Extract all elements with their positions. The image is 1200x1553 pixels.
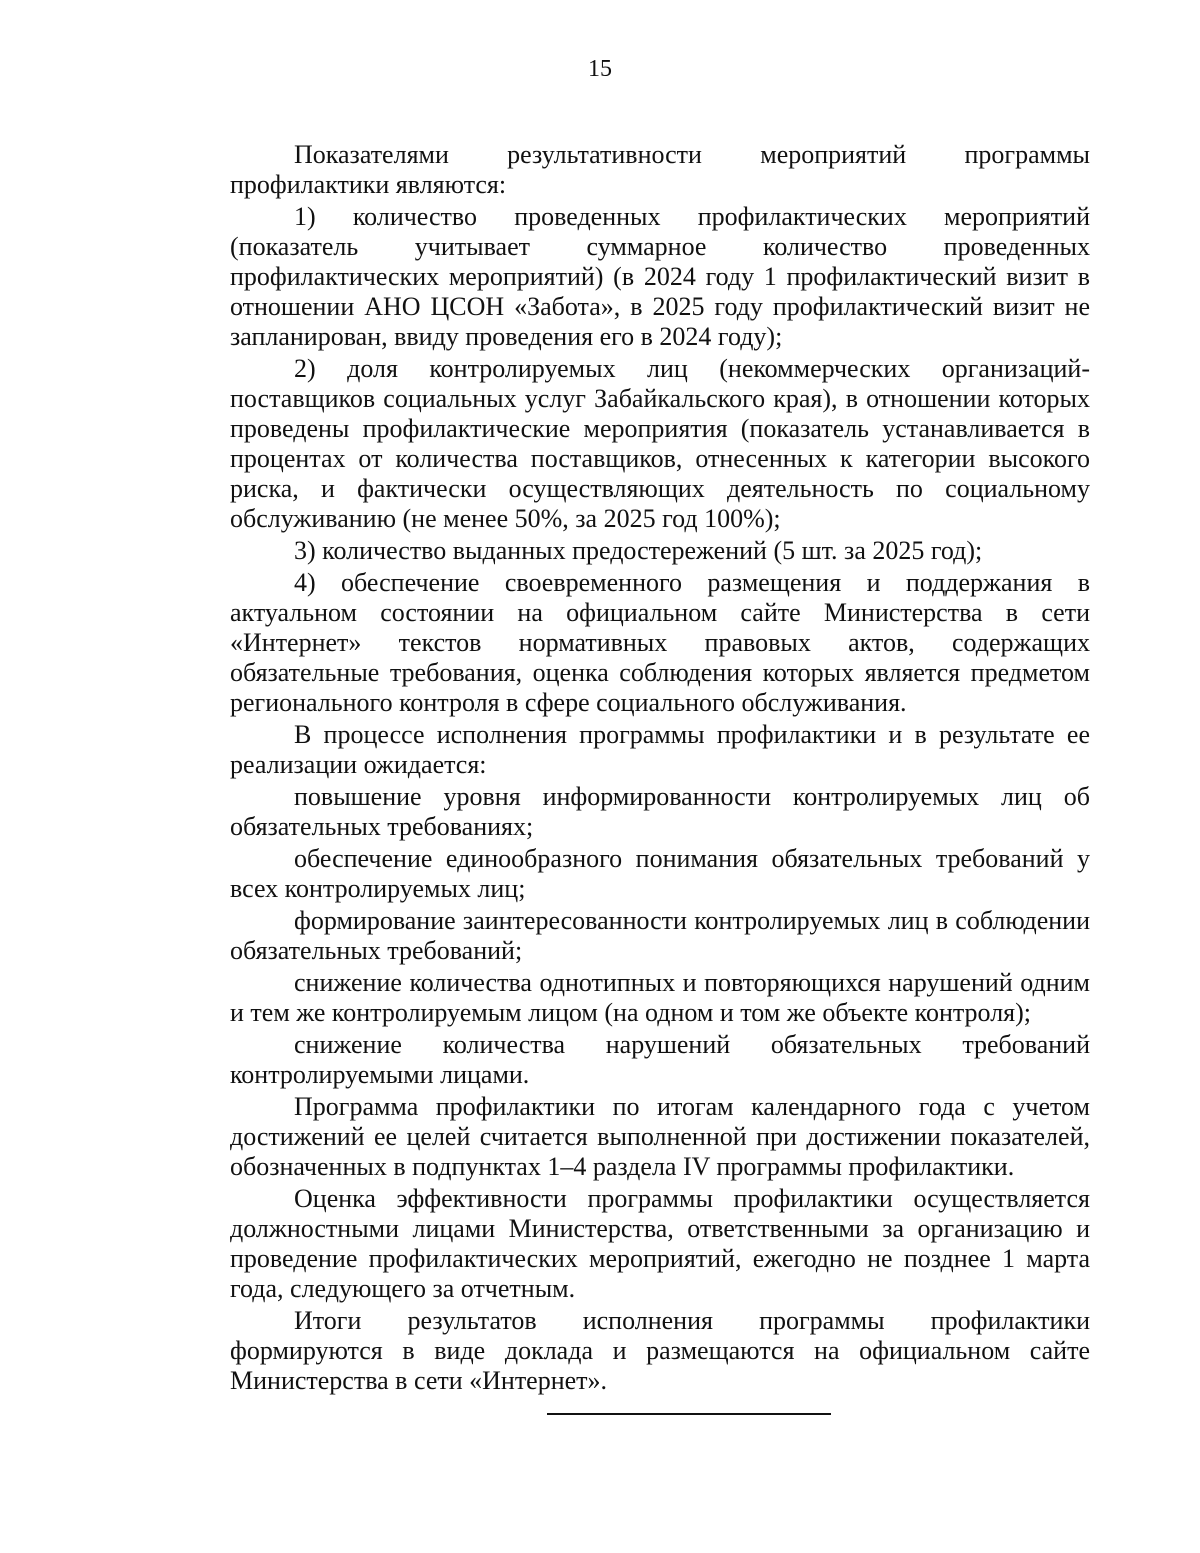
paragraph-evaluation: Оценка эффективности программы профилактики осуществляется должностными лицами Министерства, ответственными за организацию и проведение профилактических мероприятий, ежегодно не позднее 1 марта года, следующего за отчетным. xyxy=(230,1184,1090,1303)
paragraph-expected-intro: В процессе исполнения программы профилактики и в результате ее реализации ожидается: xyxy=(230,720,1090,779)
paragraph-expected-1: повышение уровня информированности контролируемых лиц об обязательных требованиях; xyxy=(230,782,1090,841)
document-body xyxy=(230,140,1090,1398)
paragraph-indicator-2: 2) доля контролируемых лиц (некоммерческих организаций-поставщиков социальных услуг Забайкальского края), в отношении которых проведены профилактические мероприятия (показатель устанавливается в процентах от количества поставщиков, отнесенных к категории высокого риска, и фактически осуществляющих деятельность по социальному обслуживанию (не менее 50%, за 2025 год 100%); xyxy=(230,354,1090,533)
paragraph-indicators-intro: Показателями результативности мероприятий программы профилактики являются: xyxy=(230,140,1090,199)
paragraph-completion: Программа профилактики по итогам календарного года с учетом достижений ее целей считается выполненной при достижении показателей, обозначенных в подпунктах 1–4 раздела IV программы профилактики. xyxy=(230,1092,1090,1181)
paragraph-indicator-1: 1) количество проведенных профилактических мероприятий (показатель учитывает суммарное количество проведенных профилактических мероприятий) (в 2024 году 1 профилактический визит в отношении АНО ЦСОН «Забота», в 2025 году профилактический визит не запланирован, ввиду проведения его в 2024 году); xyxy=(230,202,1090,351)
paragraph-expected-5: снижение количества нарушений обязательных требований контролируемыми лицами. xyxy=(230,1030,1090,1089)
paragraph-results: Итоги результатов исполнения программы профилактики формируются в виде доклада и размещаются на официальном сайте Министерства в сети «Интернет». xyxy=(230,1306,1090,1395)
paragraph-indicator-3: 3) количество выданных предостережений (5 шт. за 2025 год); xyxy=(294,536,983,565)
closing-divider-line xyxy=(547,1413,831,1415)
paragraph-expected-3: формирование заинтересованности контролируемых лиц в соблюдении обязательных требований; xyxy=(230,906,1090,965)
paragraph-expected-4: снижение количества однотипных и повторяющихся нарушений одним и тем же контролируемым лицом (на одном и том же объекте контроля); xyxy=(230,968,1090,1027)
paragraph-indicator-4: 4) обеспечение своевременного размещения и поддержания в актуальном состоянии на официальном сайте Министерства в сети «Интернет» текстов нормативных правовых актов, содержащих обязательные требования, оценка соблюдения которых является предметом регионального контроля в сфере социального обслуживания. xyxy=(230,568,1090,717)
paragraph-expected-2: обеспечение единообразного понимания обязательных требований у всех контролируемых лиц; xyxy=(230,844,1090,903)
page-number: 15 xyxy=(588,56,612,82)
